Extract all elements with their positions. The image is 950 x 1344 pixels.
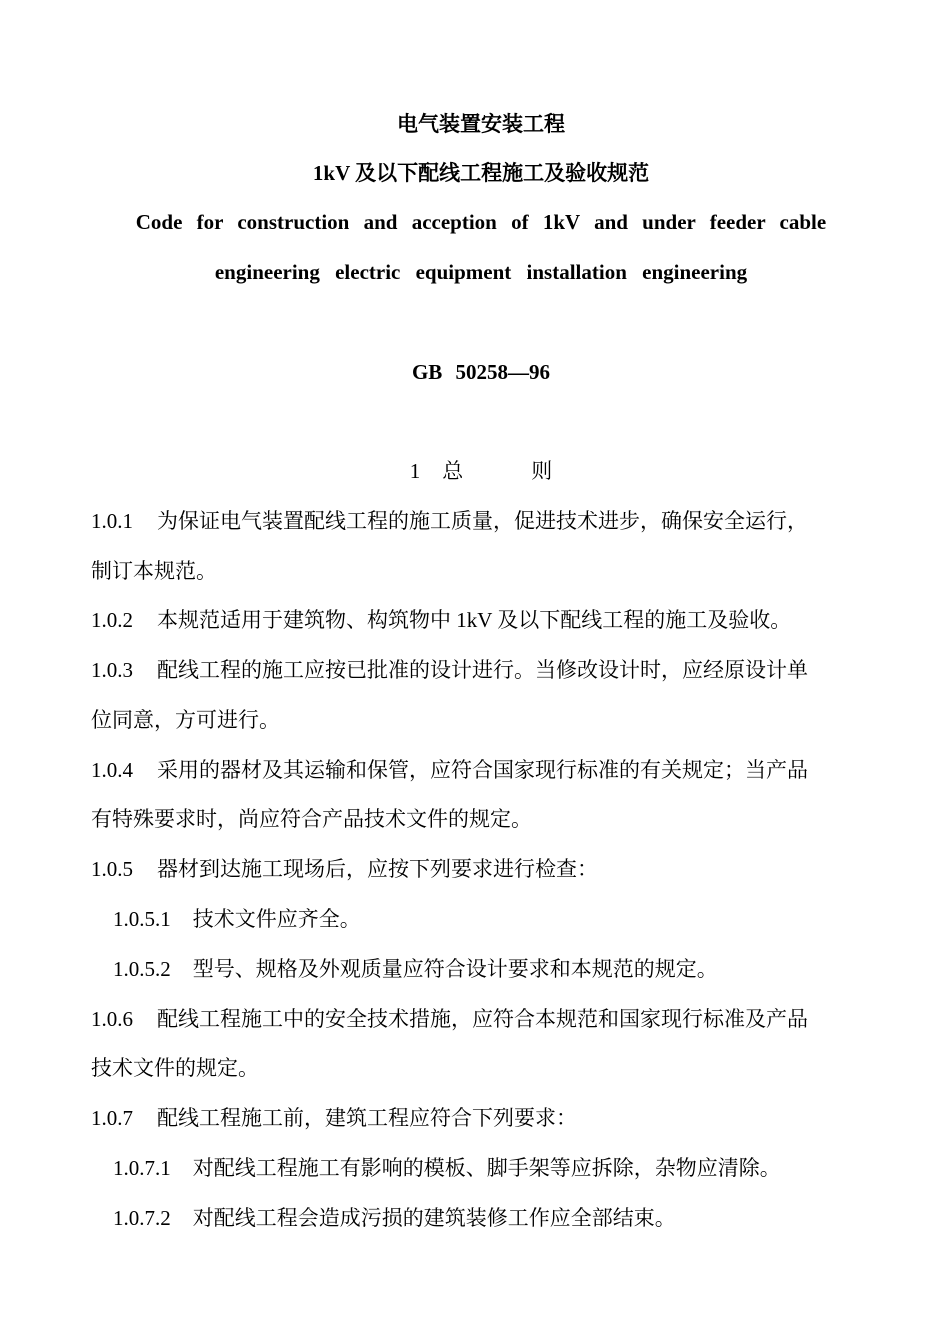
paragraph-1-0-1 (91, 508, 808, 534)
title-en-line-2: engineering electric equipment installation engineering (214, 260, 748, 284)
clause-text: 对配线工程施工有影响的模板、脚手架等应拆除，杂物应清除。 (192, 1156, 781, 1180)
clause-text: 为保证电气装置配线工程的施工质量，促进技术进步，确保安全运行， (157, 509, 808, 533)
paragraph-1-0-4-continued: 有特殊要求时，尚应符合产品技术文件的规定。 (91, 807, 532, 831)
paragraph-1-0-6-continued: 技术文件的规定。 (91, 1056, 259, 1080)
clause-number: 1.0.6 (91, 1007, 133, 1031)
paragraph-1-0-5 (91, 856, 598, 882)
clause-text: 型号、规格及外观质量应符合设计要求和本规范的规定。 (192, 957, 718, 981)
title-cn-line-2: 1kV 及以下配线工程施工及验收规范 (312, 161, 650, 185)
chapter-heading (0, 458, 950, 484)
clause-text: 技术文件应齐全。 (192, 907, 361, 931)
clause-number: 1.0.5.2 (113, 957, 171, 981)
clause-text: 配线工程施工前，建筑工程应符合下列要求： (157, 1106, 577, 1130)
paragraph-1-0-7 (91, 1105, 577, 1131)
paragraph-1-0-6 (91, 1006, 808, 1032)
paragraph-1-0-2 (91, 607, 791, 633)
paragraph-1-0-5-2 (113, 956, 718, 982)
paragraph-1-0-5-1 (113, 906, 361, 932)
paragraph-1-0-7-2 (113, 1205, 676, 1231)
title-en-line-1: Code for construction and acception of 1kV and under feeder cable (135, 210, 827, 234)
paragraph-1-0-3-continued: 位同意，方可进行。 (91, 708, 280, 732)
standard-code: GB 50258—96 (411, 360, 551, 384)
paragraph-1-0-3 (91, 657, 808, 683)
clause-number: 1.0.5 (91, 857, 133, 881)
clause-number: 1.0.4 (91, 758, 133, 782)
clause-number: 1.0.3 (91, 658, 133, 682)
clause-number: 1.0.5.1 (113, 907, 171, 931)
chapter-number: 1 (409, 459, 421, 483)
paragraph-1-0-4 (91, 757, 808, 783)
clause-text: 器材到达施工现场后，应按下列要求进行检查： (157, 857, 598, 881)
chapter-title-char-1: 总 (442, 459, 464, 483)
clause-number: 1.0.7.2 (113, 1206, 171, 1230)
clause-number: 1.0.7.1 (113, 1156, 171, 1180)
chapter-title-char-2: 则 (531, 459, 553, 483)
clause-text: 配线工程的施工应按已批准的设计进行。当修改设计时，应经原设计单 (157, 658, 808, 682)
clause-text: 对配线工程会造成污损的建筑装修工作应全部结束。 (192, 1206, 676, 1230)
clause-number: 1.0.2 (91, 608, 133, 632)
clause-text: 采用的器材及其运输和保管，应符合国家现行标准的有关规定；当产品 (157, 758, 808, 782)
clause-number: 1.0.7 (91, 1106, 133, 1130)
clause-text: 配线工程施工中的安全技术措施，应符合本规范和国家现行标准及产品 (157, 1007, 808, 1031)
clause-text: 本规范适用于建筑物、构筑物中 1kV 及以下配线工程的施工及验收。 (157, 608, 792, 632)
paragraph-1-0-1-continued: 制订本规范。 (91, 559, 217, 583)
clause-number: 1.0.1 (91, 509, 133, 533)
paragraph-1-0-7-1 (113, 1155, 781, 1181)
title-cn-line-1: 电气装置安装工程 (397, 112, 565, 136)
